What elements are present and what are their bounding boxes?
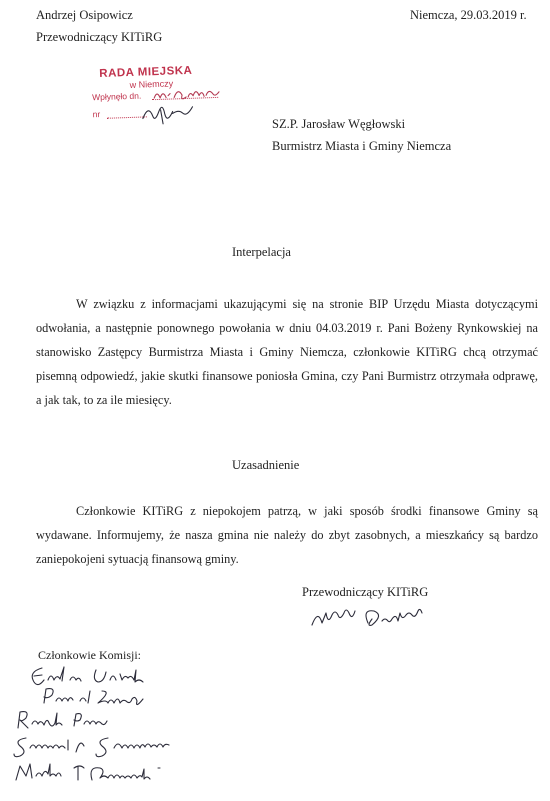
closing-signature bbox=[308, 603, 448, 633]
uzasadnienie-body: Członkowie KITiRG z niepokojem patrzą, w jaki sposób środki finansowe Gminy są wydawane. Informujemy, że nasza gmina nie należy do zbyt zasobnych, a mieszkańcy są bardzo zaniepokojeni sytuacją finansową gminy. bbox=[36, 504, 538, 566]
heading-uzasadnienie: Uzasadnienie bbox=[232, 458, 300, 472]
recipient-title: Burmistrz Miasta i Gminy Niemcza bbox=[272, 139, 452, 153]
member-signature-3 bbox=[14, 708, 124, 732]
heading-interpelacja: Interpelacja bbox=[232, 245, 291, 259]
member-signature-2 bbox=[40, 685, 190, 709]
closing-role: Przewodniczący KITiRG bbox=[302, 585, 429, 599]
stamp-number-label: nr bbox=[92, 109, 101, 120]
interpelacja-body: W związku z informacjami ukazującymi się na stronie BIP Urzędu Miasta dotyczącymi odwołania, a następnie ponownego powołania w dniu 04.03.2019 r. Pani Bożeny Rynkowskiej na stanowisko Zastępcy Burmistrza Miasta i Gminy Niemcza, członkowie KITiRG chcą otrzymać pisemną odpowiedź, jakie skutki finansowe poniosła Gmina, czy Pani Burmistrz otrzymała odprawę, a jak tak, to za ile miesięcy. bbox=[36, 297, 538, 407]
stamp-title: RADA MIEJSKA bbox=[99, 64, 193, 81]
author-role: Przewodniczący KITiRG bbox=[36, 30, 163, 44]
council-received-stamp bbox=[89, 60, 226, 127]
author-name: Andrzej Osipowicz bbox=[36, 8, 133, 22]
place-date: Niemcza, 29.03.2019 r. bbox=[410, 8, 527, 22]
recipient-name: SZ.P. Jarosław Węgłowski bbox=[272, 117, 406, 131]
member-signature-5 bbox=[12, 758, 202, 786]
members-label: Członkowie Komisji: bbox=[38, 648, 141, 662]
stamp-subtitle: w Niemczy bbox=[129, 78, 174, 90]
member-signature-4 bbox=[12, 732, 212, 758]
stamp-signature bbox=[138, 101, 199, 127]
stamp-received-label: Wpłynęło dn. bbox=[91, 90, 142, 103]
